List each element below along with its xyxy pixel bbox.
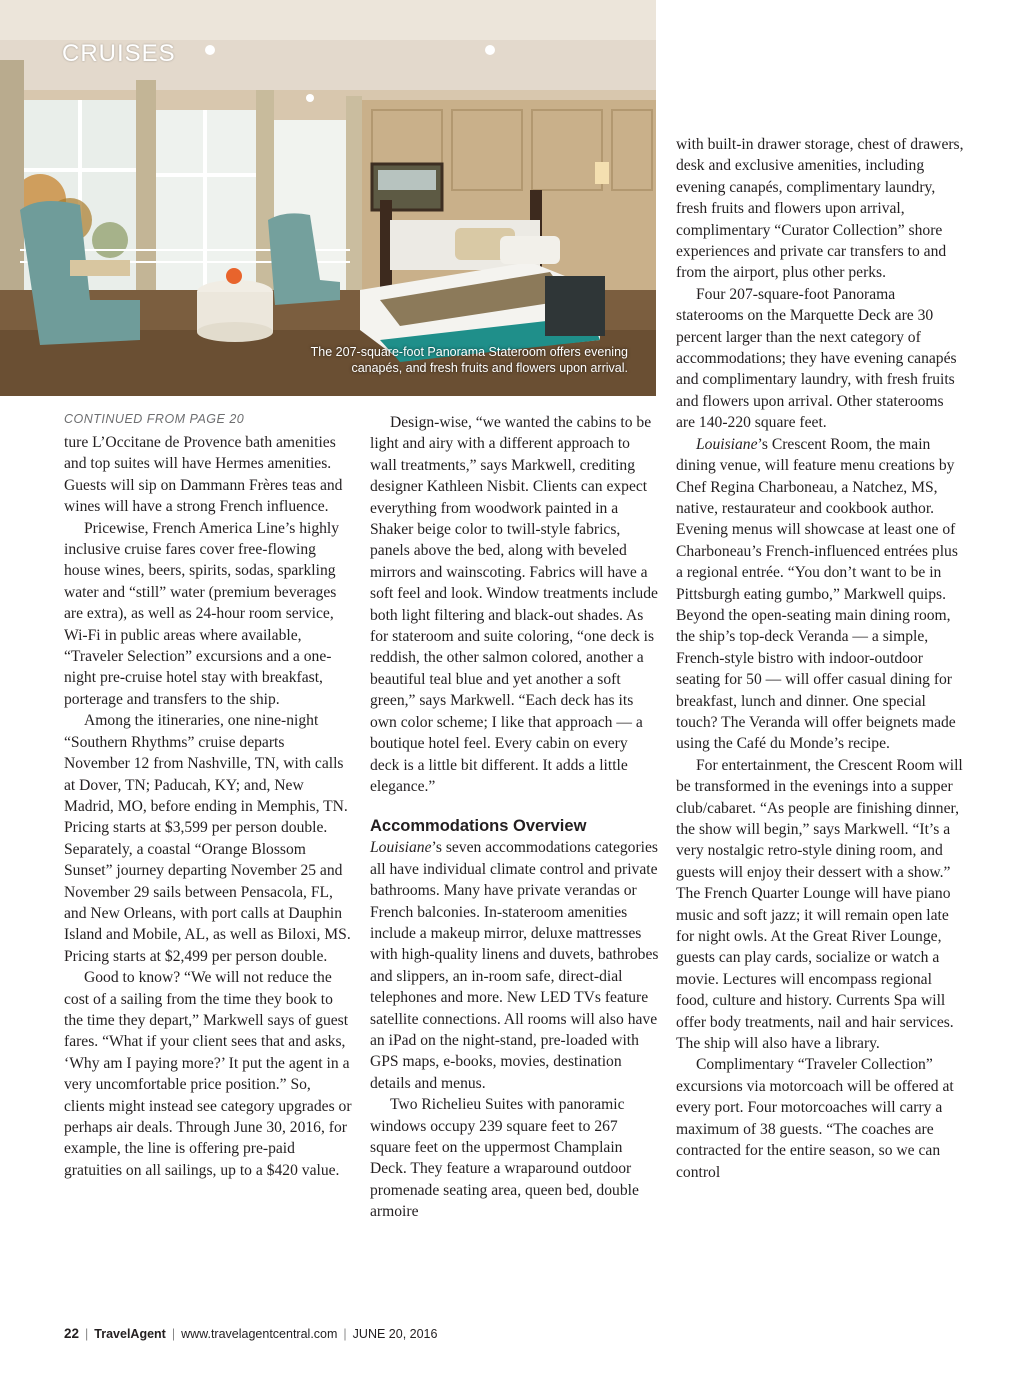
website-url: www.travelagentcentral.com bbox=[181, 1327, 338, 1341]
caption-line-1: The 207-square-foot Panorama Stateroom offers evening bbox=[310, 345, 628, 359]
page-footer bbox=[64, 1326, 437, 1341]
paragraph: Louisiane’s seven accommodations categories all have individual climate control and private bathrooms. Many have private verandas or French balconies. In-stateroom amenities include a makeup mirror, deluxe mattresses with high-quality linens and duvets, bathrobes and slippers, an in-room safe, direct-dial telephones and more. New LED TVs feature satellite connections. All rooms will also have an iPad on the night-stand, pre-loaded with GPS maps, e-books, movies, destination details and menus. bbox=[370, 839, 659, 1092]
article-column-1 bbox=[64, 432, 354, 1181]
publication-name: TravelAgent bbox=[94, 1327, 166, 1341]
paragraph: ture L’Occitane de Provence bath amenities and top suites will have Hermes amenities. Guests will sip on Dammann Frères teas and wines will have a strong French influence. bbox=[64, 434, 343, 516]
paragraph: Four 207-square-foot Panorama staterooms on the Marquette Deck are 30 percent larger than the next category of accommodations; they have evening canapés and complimentary laundry, with fresh fruits and flowers upon arrival. Other staterooms are 140-220 square feet. bbox=[676, 285, 957, 432]
stateroom-photo bbox=[0, 0, 656, 396]
separator: | bbox=[343, 1327, 347, 1341]
ship-name: Louisiane bbox=[696, 435, 758, 453]
page-number: 22 bbox=[64, 1326, 80, 1341]
caption-line-2: canapés, and fresh fruits and flowers upon arrival. bbox=[351, 361, 628, 375]
separator: | bbox=[171, 1327, 176, 1341]
paragraph: Pricewise, French America Line’s highly inclusive cruise fares cover free-flowing house wines, beers, spirits, sodas, sparkling water and “still” water (premium beverages are extra), as well as 24-hour room service, Wi-Fi in public areas where available, “Traveler Selection” excursions and a one-night pre-cruise hotel stay with breakfast, porterage and transfers to the ship. bbox=[64, 519, 340, 708]
paragraph: Design-wise, “we wanted the cabins to be light and airy with a different approach to wall treatments,” says Markwell, crediting designer Kathleen Nisbit. Clients can expect everything from woodwork painted in a Shaker beige color to twill-style fabrics, panels above the bed, along with beveled mirrors and wainscoting. Fabrics will have a soft feel and look. Window treatments include both light filtering and black-out shades. As for stateroom and suite coloring, “one deck is reddish, the other salmon colored, another a beautiful teal blue and yet another a soft green,” says Markwell. “Each deck has its own color scheme; I like that approach — a boutique hotel feel. Every cabin on every deck is a little bit different. It adds a little elegance.” bbox=[370, 414, 658, 795]
paragraph: Good to know? “We will not reduce the cost of a sailing from the time they book to the time they depart,” Markwell says of guest fares. “What if your client sees that and asks, ‘Why am I paying more?’ It put the agent in a very uncomfortable price position.” So, clients might instead see category upgrades or perhaps air deals. Through June 30, 2016, for example, the line is offering pre-paid gratuities on all sailings, up to a $420 value. bbox=[64, 969, 352, 1179]
article-column-3 bbox=[676, 134, 966, 1183]
paragraph: Two Richelieu Suites with panoramic windows occupy 239 square feet to 267 square feet on the uppermost Champlain Deck. They feature a wraparound outdoor promenade seating area, queen bed, double armoire bbox=[370, 1096, 639, 1221]
continued-from-label: CONTINUED FROM PAGE 20 bbox=[64, 412, 245, 426]
paragraph: Complimentary “Traveler Collection” excursions via motorcoach will be offered at every port. Four motorcoaches will carry a maximum of 38 guests. “The coaches are contracted for the entire season, so we can control bbox=[676, 1056, 954, 1181]
paragraph: Louisiane’s Crescent Room, the main dining venue, will feature menu creations by Chef Regina Charboneau, a Natchez, MS, native, restaurateur and cookbook author. Evening menus will showcase at least one of Charboneau’s French-influenced entrées plus a regional entrée. “You don’t want to be in Pittsburgh eating gumbo,” Markwell quips. Beyond the open-seating main dining room, the ship’s top-deck Veranda — a simple, French-style bistro with indoor-outdoor seating for 50 — will offer casual dining for breakfast, lunch and dinner. One special touch? The Veranda will offer beignets made using the Café du Monde’s recipe. bbox=[676, 435, 958, 753]
article-column-2 bbox=[370, 412, 660, 1223]
issue-date: JUNE 20, 2016 bbox=[352, 1327, 438, 1341]
section-subhead: Accommodations Overview bbox=[370, 817, 587, 836]
paragraph: with built-in drawer storage, chest of drawers, desk and exclusive amenities, including evening canapés, complimentary laundry, fresh fruits and flowers upon arrival, complimentary “Curator Collection” shore experiences and private car transfers to and from the airport, plus other perks. bbox=[676, 136, 964, 282]
section-label: CRUISES bbox=[62, 40, 176, 67]
paragraph: Among the itineraries, one nine-night “Southern Rhythms” cruise departs November 12 from Nashville, TN, with calls at Dover, TN; Paducah, KY; and, New Madrid, MO, before ending in Memphis, TN. Pricing starts at $3,599 per person double. Separately, a coastal “Orange Blossom Sunset” journey departing November 25 and November 29 sails between Pensacola, FL, and New Orleans, with port calls at Dauphin Island and Mobile, AL, as well as Biloxi, MS. Pricing starts at $2,499 per person double. bbox=[64, 712, 351, 965]
ship-name: Louisiane bbox=[370, 839, 432, 857]
photo-caption bbox=[268, 344, 628, 376]
paragraph: For entertainment, the Crescent Room will be transformed in the evenings into a supper club/cabaret. “As people are finishing dinner, the show will begin,” says Markwell. “It’s a very nostalgic retro-style dining room, and guests will enjoy their dessert with a show.” The French Quarter Lounge will have piano music and soft jazz; it will remain open late for night owls. At the Great River Lounge, guests can play cards, socialize or watch a movie. Lectures will encompass regional food, culture and history. Currents Spa will offer body treatments, nail and hair services. The ship will also have a library. bbox=[676, 756, 963, 1053]
separator: | bbox=[85, 1327, 89, 1341]
